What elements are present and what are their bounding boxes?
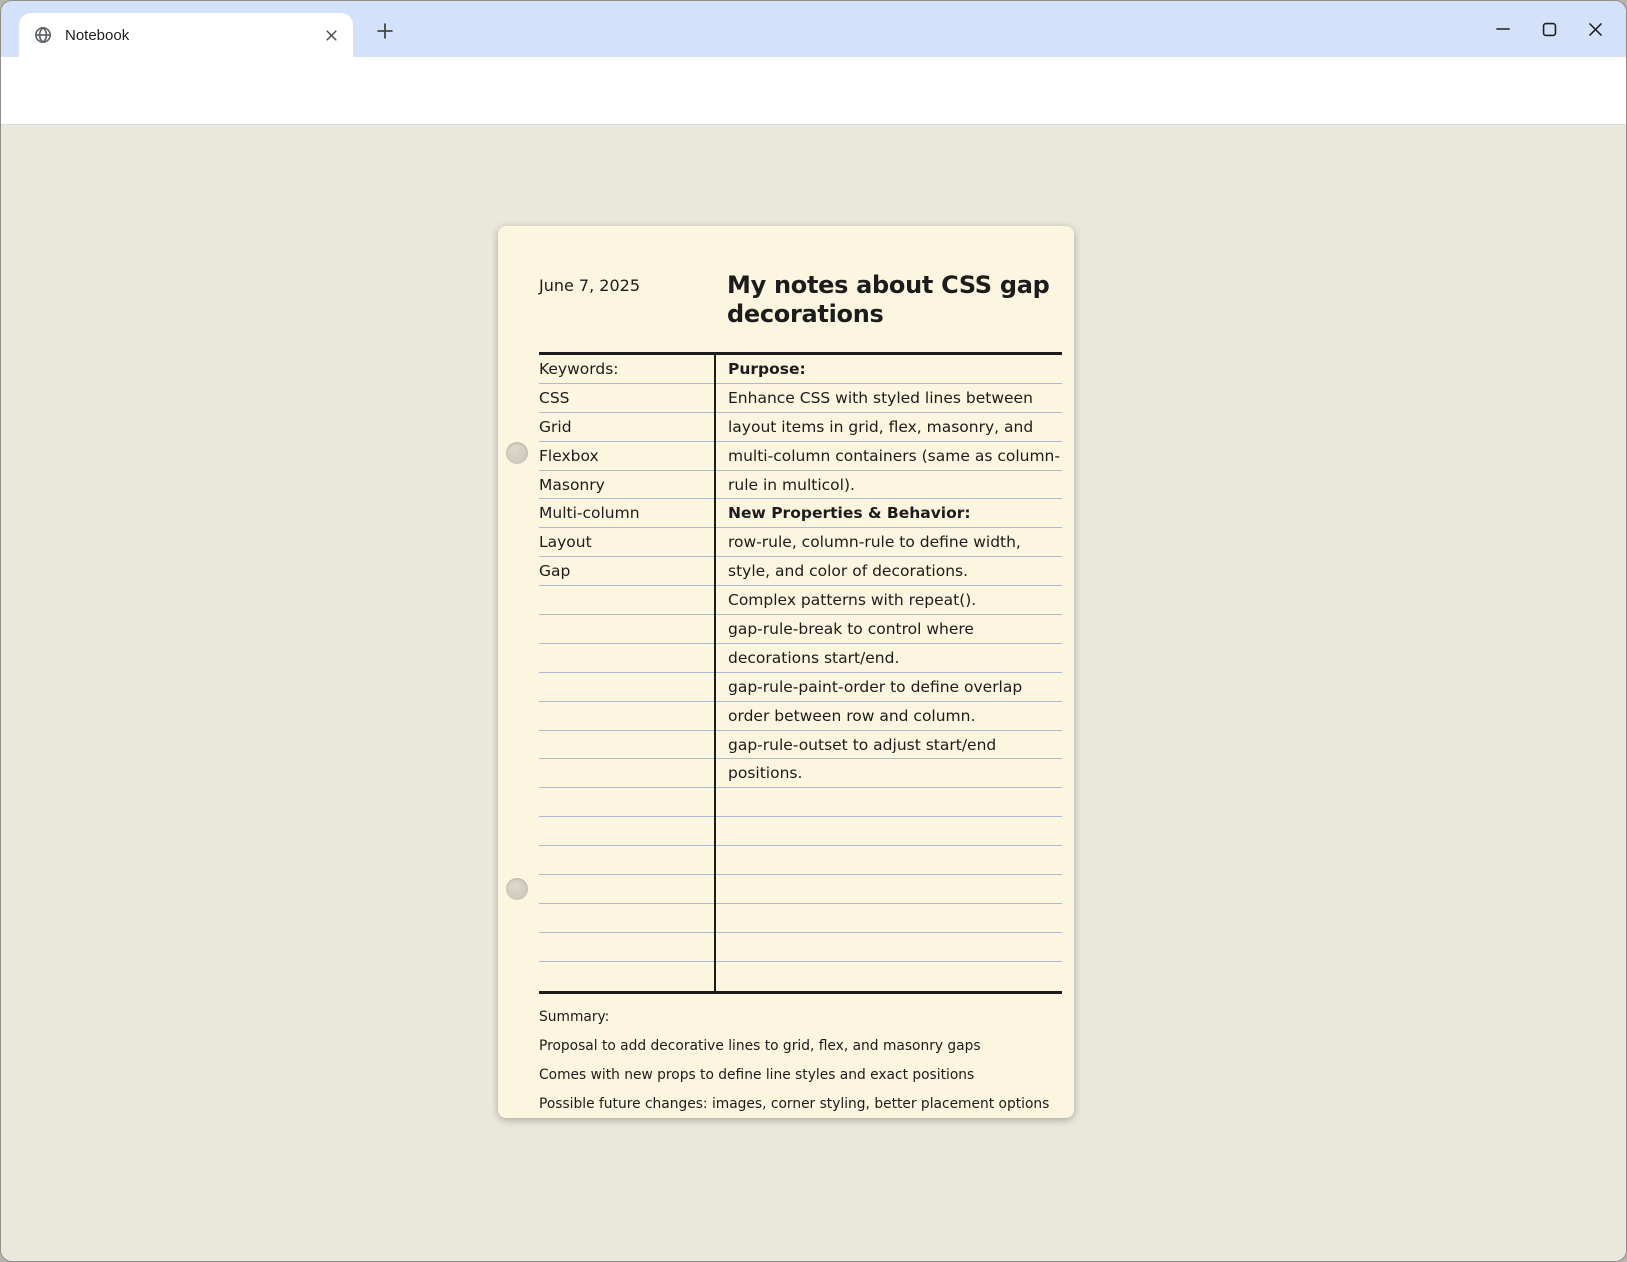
keyword-cell: CSS xyxy=(539,384,714,413)
card-header xyxy=(498,226,1074,329)
keyword-cell xyxy=(539,586,714,615)
summary-line: Comes with new props to define line styles and exact positions xyxy=(539,1066,975,1083)
globe-favicon-icon xyxy=(33,25,53,45)
note-cell: gap-rule-break to control where xyxy=(716,615,1062,644)
note-date: June 7, 2025 xyxy=(539,276,640,295)
summary-line: Proposal to add decorative lines to grid, flex, and masonry gaps xyxy=(539,1037,981,1054)
note-cell xyxy=(716,904,1062,933)
page-content xyxy=(1,126,1626,1262)
keyword-cell xyxy=(539,673,714,702)
hole-punch xyxy=(506,878,528,900)
note-cell: row-rule, column-rule to define width, xyxy=(716,528,1062,557)
keyword-cell xyxy=(539,615,714,644)
window-controls xyxy=(1480,1,1618,57)
keyword-cell: Multi-column xyxy=(539,499,714,528)
note-cell: gap-rule-outset to adjust start/end xyxy=(716,731,1062,760)
notes-table xyxy=(539,352,1062,994)
note-cell: positions. xyxy=(716,759,1062,788)
note-cell: Enhance CSS with styled lines between xyxy=(716,384,1062,413)
close-button[interactable] xyxy=(1572,9,1618,49)
keyword-cell xyxy=(539,731,714,760)
note-cell: New Properties & Behavior: xyxy=(716,499,1062,528)
notes-column xyxy=(714,355,1062,991)
browser-toolbar xyxy=(1,57,1626,125)
keyword-cell xyxy=(539,817,714,846)
notebook-card xyxy=(498,226,1074,1118)
note-cell xyxy=(716,962,1062,991)
keyword-cell xyxy=(539,702,714,731)
note-cell xyxy=(716,846,1062,875)
hole-punch xyxy=(506,442,528,464)
note-cell: Complex patterns with repeat(). xyxy=(716,586,1062,615)
keyword-cell xyxy=(539,644,714,673)
minimize-button[interactable] xyxy=(1480,9,1526,49)
note-cell: order between row and column. xyxy=(716,702,1062,731)
keyword-cell xyxy=(539,875,714,904)
note-cell: rule in multicol). xyxy=(716,471,1062,500)
keyword-cell: Keywords: xyxy=(539,355,714,384)
summary-line: Possible future changes: images, corner styling, better placement options xyxy=(539,1095,1050,1112)
tab-title: Notebook xyxy=(65,26,130,44)
keyword-cell: Flexbox xyxy=(539,442,714,471)
tab-strip xyxy=(1,1,1626,57)
maximize-button[interactable] xyxy=(1526,9,1572,49)
summary-section xyxy=(539,1003,1062,1119)
note-cell xyxy=(716,875,1062,904)
keywords-column xyxy=(539,355,714,991)
browser-tab[interactable] xyxy=(19,13,353,57)
note-cell: style, and color of decorations. xyxy=(716,557,1062,586)
note-cell xyxy=(716,817,1062,846)
keyword-cell: Grid xyxy=(539,413,714,442)
new-tab-button[interactable] xyxy=(369,15,401,47)
keyword-cell xyxy=(539,846,714,875)
keyword-cell xyxy=(539,788,714,817)
note-cell: multi-column containers (same as column- xyxy=(716,442,1062,471)
note-cell xyxy=(716,933,1062,962)
keyword-cell xyxy=(539,962,714,991)
keyword-cell xyxy=(539,904,714,933)
keyword-cell xyxy=(539,933,714,962)
note-cell: decorations start/end. xyxy=(716,644,1062,673)
note-title: My notes about CSS gap decorations xyxy=(727,271,1050,328)
keyword-cell: Masonry xyxy=(539,471,714,500)
note-cell xyxy=(716,788,1062,817)
tab-close-icon[interactable] xyxy=(317,21,345,49)
note-cell: Purpose: xyxy=(716,355,1062,384)
keyword-cell: Gap xyxy=(539,557,714,586)
keyword-cell: Layout xyxy=(539,528,714,557)
keyword-cell xyxy=(539,759,714,788)
note-cell: gap-rule-paint-order to define overlap xyxy=(716,673,1062,702)
note-cell: layout items in grid, flex, masonry, and xyxy=(716,413,1062,442)
summary-label: Summary: xyxy=(539,1008,610,1025)
